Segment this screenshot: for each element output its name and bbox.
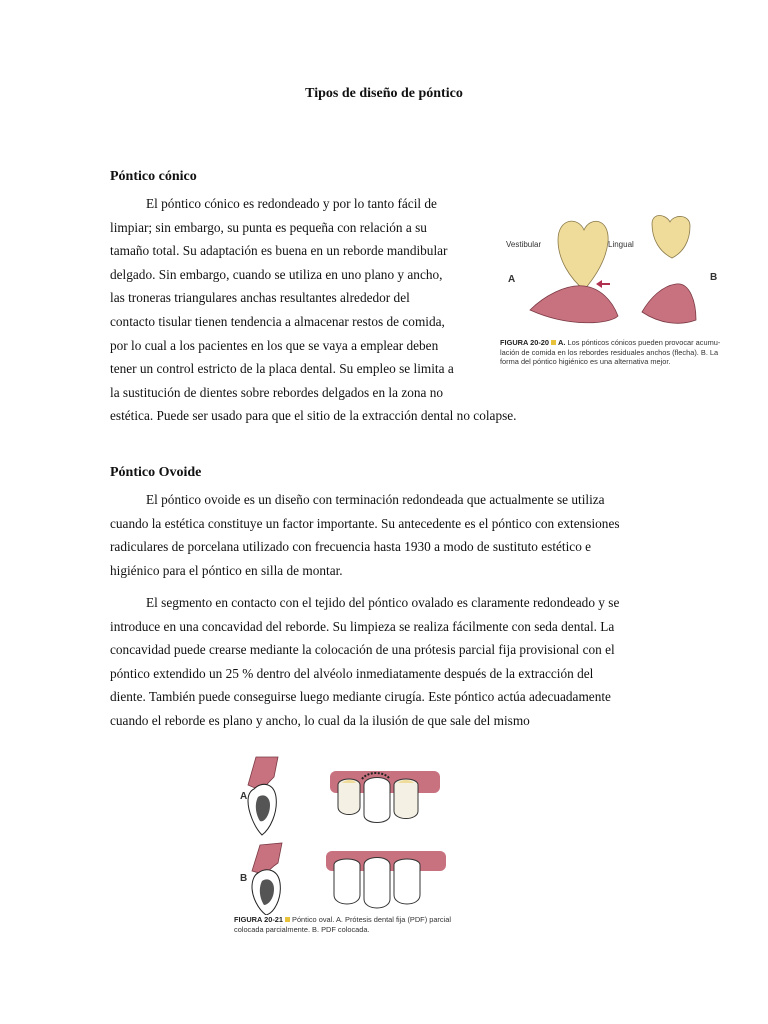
text-line: limpiar; sin embargo, su punta es pequeña con relación a su (110, 219, 427, 235)
paragraph-ovoide-1 (110, 488, 620, 582)
text-line: la sustitución de dientes sobre rebordes delgados en la zona no (110, 384, 444, 400)
figure2-caption (234, 915, 451, 934)
label-vestibular: Vestibular (506, 240, 542, 249)
caption-square-icon (285, 917, 290, 922)
text-line: estética. Puede ser usado para que el sitio de la extracción dental no colapse. (110, 408, 517, 424)
text-line: tamaño total. Su adaptación es buena en un reborde mandibular (110, 243, 448, 259)
label-a: A (508, 274, 516, 285)
section-heading-ovoide: Póntico Ovoide (110, 465, 202, 480)
caption-line: Póntico oval. A. Prótesis dental fija (PDF) parcial (292, 915, 451, 924)
caption-fig-number: FIGURA 20-21 (234, 915, 284, 924)
caption-fig-number: FIGURA 20-20 (500, 338, 550, 347)
text-line: introduce en una concavidad del reborde. Su limpieza se realiza fácilmente con seda dental. La (110, 618, 615, 634)
text-line: El segmento en contacto con el tejido del póntico ovalado es claramente redondeado y se (146, 595, 620, 610)
text-line: delgado. Sin embargo, cuando se utiliza en uno plano y ancho, (110, 266, 443, 282)
figure1-caption (500, 338, 720, 367)
section-heading-conico: Póntico cónico (110, 169, 197, 184)
text-line: las troneras triangulares anchas resultantes alrededor del (110, 290, 410, 306)
text-line: radiculares de porcelana utilizado con frecuencia hasta 1930 a modo de sustituto estético e (110, 539, 592, 555)
text-line: El póntico ovoide es un diseño con terminación redondeada que actualmente se utiliza (146, 492, 605, 507)
conic-pontic-illustration (500, 212, 740, 332)
caption-line: Los pónticos cónicos pueden provocar acumu- (567, 338, 721, 347)
label-b: B (710, 272, 718, 283)
text-line: cuando la estética constituye un factor importante. Su antecedente es el póntico con extensiones (110, 515, 620, 531)
ovoid-pontic-illustration (234, 755, 454, 915)
label-a: A (240, 791, 248, 802)
caption-line: lación de comida en los rebordes residuales anchos (flecha). B. La (500, 347, 719, 357)
text-line: higiénico para el póntico en silla de montar. (110, 562, 343, 578)
caption-square-icon (551, 340, 556, 345)
caption-line: forma del póntico higiénico es una alternativa mejor. (500, 357, 671, 366)
caption-a: A. (558, 338, 566, 347)
figure-ovoid-pontic (234, 755, 454, 935)
figure-conic-pontic (500, 212, 740, 377)
text-line: contacto tisular tienen tendencia a almacenar restos de comida, (110, 313, 445, 329)
text-line: por lo cual a los pacientes en los que se vaya a emplear deben (110, 337, 439, 353)
text-line: tener un control estricto de la placa dental. Su empleo se limita a (110, 361, 454, 377)
text-line: concavidad puede crearse mediante la colocación de una prótesis parcial fija provisional con el (110, 642, 615, 658)
label-b: B (240, 873, 248, 884)
text-line: cuando el reborde es plano y ancho, lo cual da la ilusión de que sale del mismo (110, 712, 530, 728)
paragraph-conico (110, 192, 517, 428)
label-lingual: Lingual (608, 240, 634, 249)
caption-line: colocada parcialmente. B. PDF colocada. (234, 924, 370, 934)
text-line: póntico extendido un 25 % dentro del alvéolo inmediatamente después de la extracción del (110, 665, 594, 681)
page-title: Tipos de diseño de póntico (305, 86, 463, 101)
paragraph-ovoide-2 (110, 591, 619, 733)
text-line: diente. También puede conseguirse luego mediante cirugía. Este póntico actúa adecuadamente (110, 689, 611, 705)
text-line: El póntico cónico es redondeado y por lo tanto fácil de (146, 196, 437, 211)
